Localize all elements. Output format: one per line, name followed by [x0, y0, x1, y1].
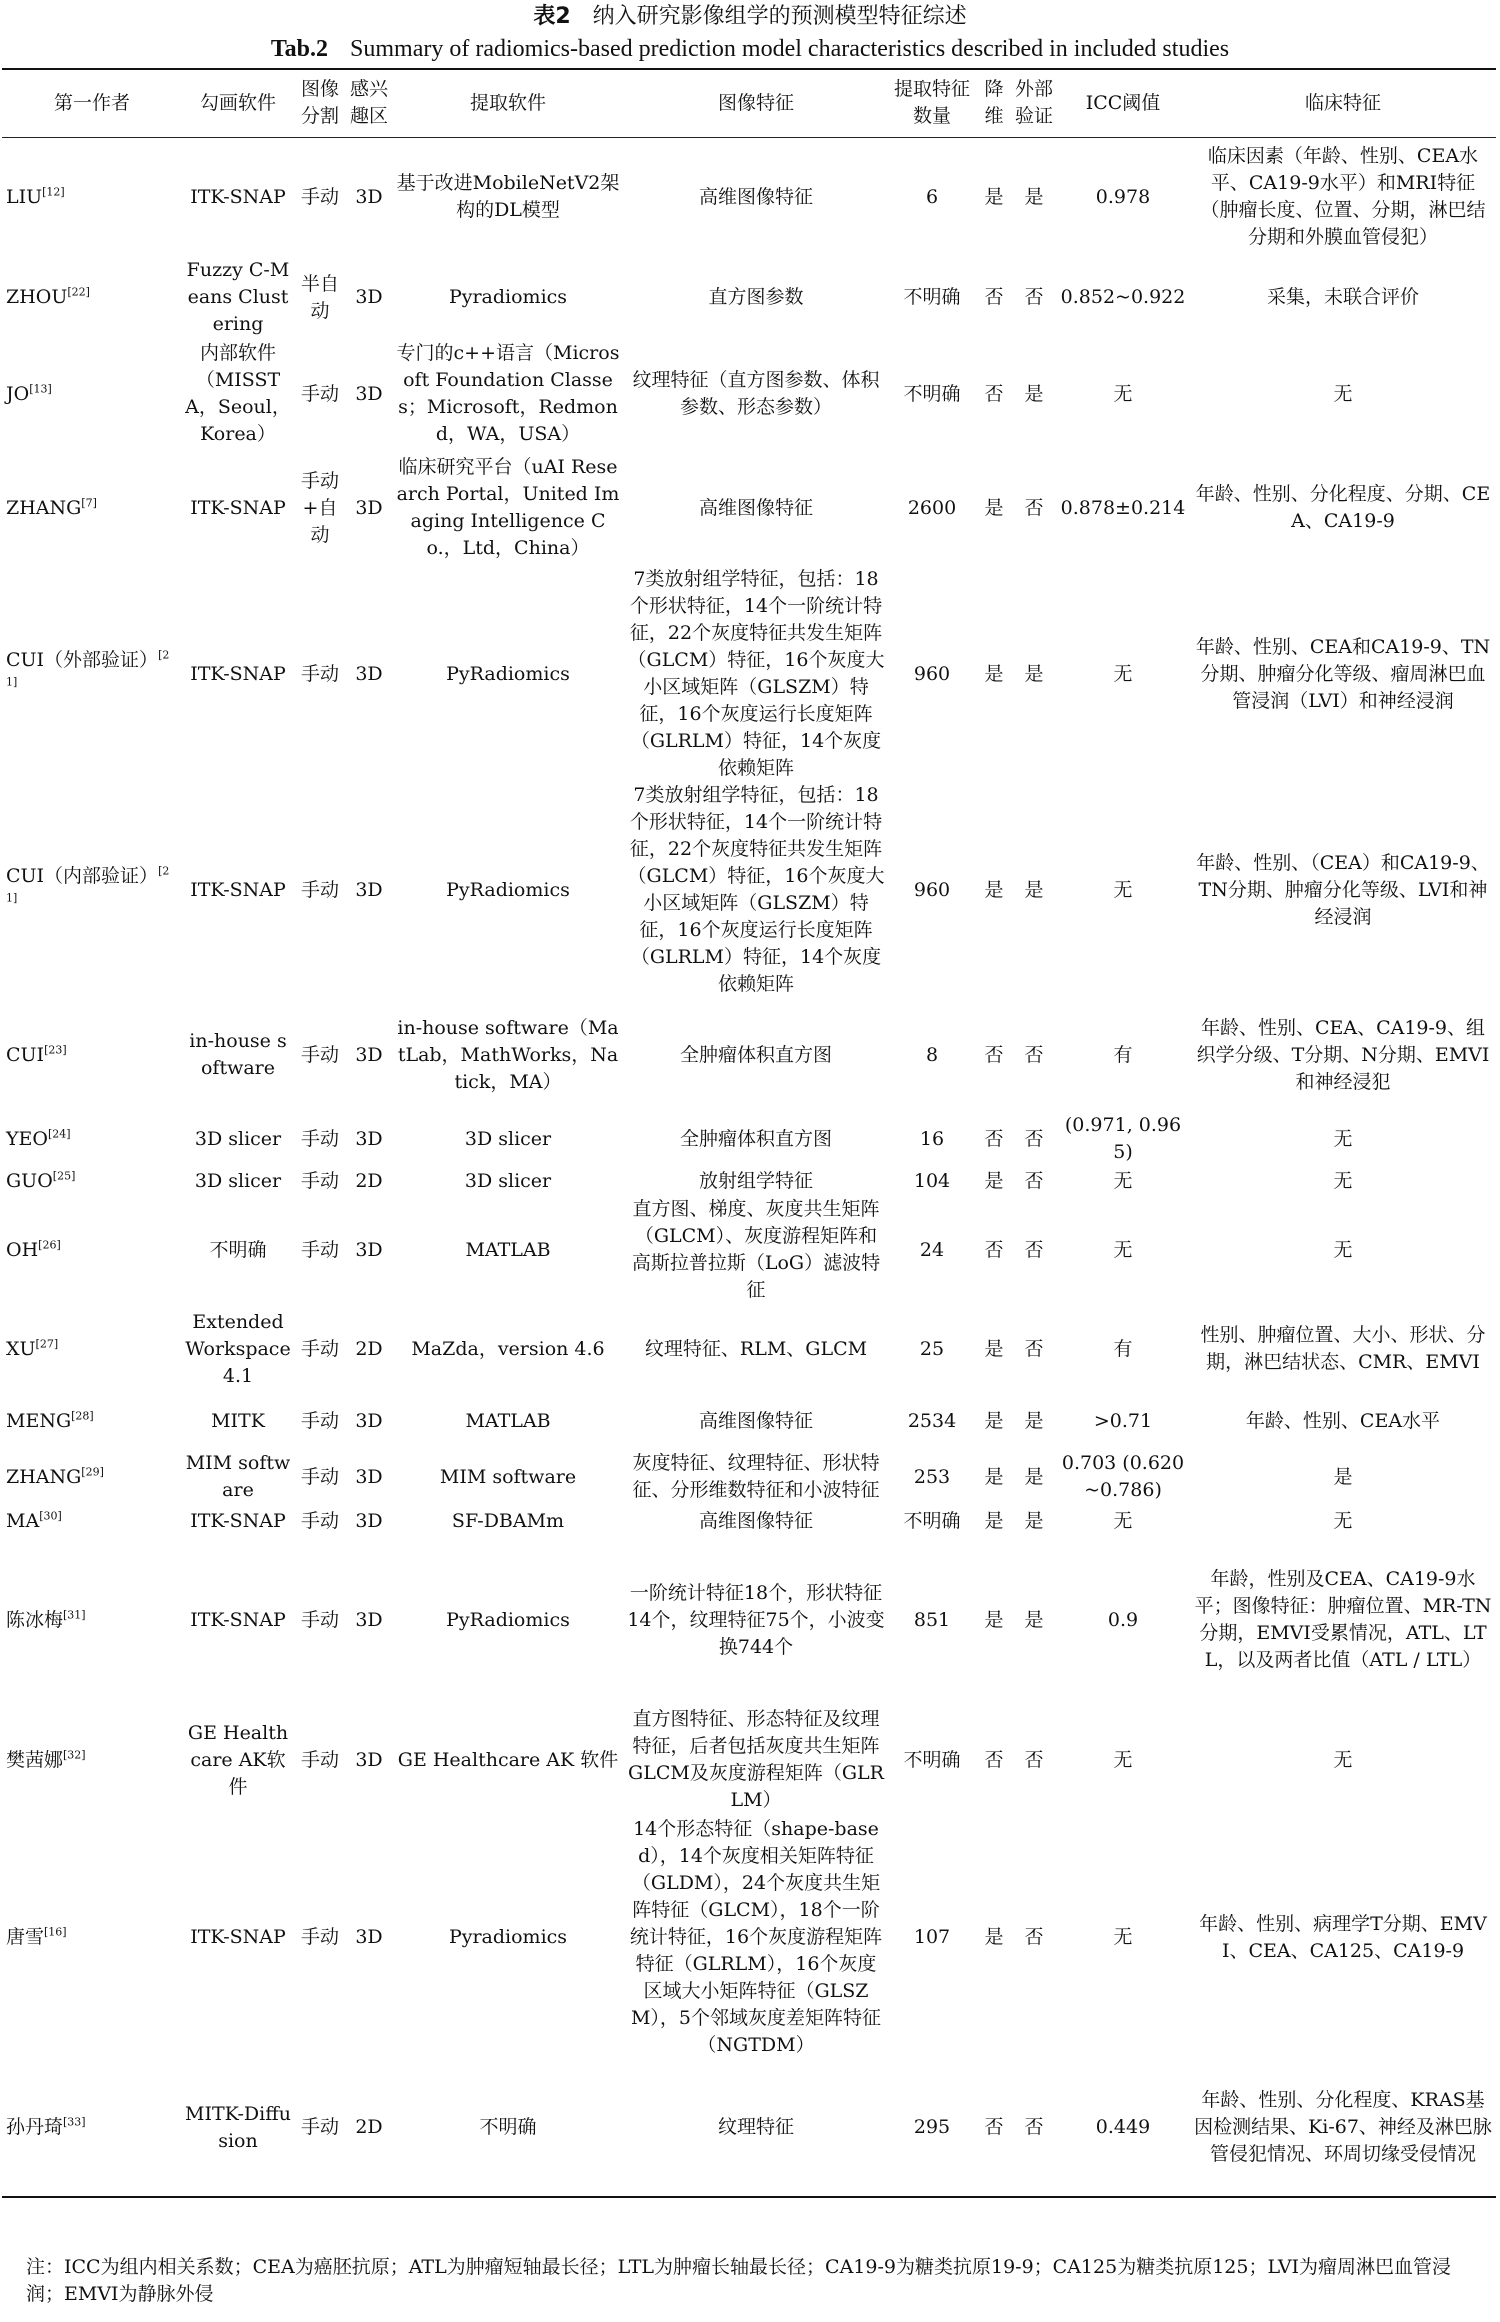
cell-clinical: 无: [1333, 382, 1353, 405]
table-row: [2, 1704, 1496, 1816]
characteristics-table: [2, 68, 1496, 2198]
cell-clinical: 无: [1333, 1748, 1353, 1771]
cell-roi: 3D: [355, 662, 383, 685]
cell-author: JO[13]: [6, 382, 52, 405]
cell-dimred: 是: [984, 1337, 1004, 1360]
cell-author: ZHANG[29]: [6, 1465, 104, 1488]
cell-external: 否: [1024, 1043, 1044, 1066]
cell-external: 是: [1024, 185, 1044, 208]
header-features: 图像特征: [624, 69, 888, 137]
cell-count: 104: [913, 1169, 951, 1192]
cell-clinical: 年龄、性别、CEA水平: [1245, 1409, 1441, 1432]
cell-count: 2600: [907, 496, 957, 519]
cell-software: ITK-SNAP: [190, 496, 286, 519]
cell-dimred: 否: [984, 1238, 1004, 1261]
cell-external: 否: [1024, 1127, 1044, 1150]
cell-roi: 3D: [355, 1926, 383, 1948]
cell-features: 7类放射组学特征，包括：18个形状特征，14个一阶统计特征，22个灰度特征共发生矩阵（GLCM）特征，16个灰度大小区域矩阵（GLSZM）特征，16个灰度运行长度矩阵（GLRLM）特征，14个灰度依赖矩阵: [627, 568, 885, 779]
cell-dimred: 否: [984, 1043, 1004, 1066]
cell-segmentation: 手动: [300, 1127, 339, 1150]
cell-dimred: 否: [976, 2059, 1012, 2197]
title-cn-label: 表2: [533, 4, 571, 29]
cell-extract: GE Healthcare AK 软件: [397, 1748, 619, 1771]
cell-clinical: 性别、肿瘤位置、大小、形状、分期，淋巴结状态、CMR、EMVI: [1200, 1324, 1486, 1373]
cell-count: 6: [925, 185, 939, 208]
cell-icc: >0.71: [1093, 1409, 1153, 1432]
table-row: [2, 338, 1496, 450]
header-count: 提取特征数量: [888, 69, 976, 137]
cell-count: 2534: [907, 1409, 957, 1432]
cell-author: 孙丹琦[33]: [2, 2059, 182, 2197]
cell-software: 不明确: [209, 1238, 267, 1261]
cell-icc: 无: [1113, 1238, 1133, 1261]
table-row: [2, 1196, 1496, 1304]
cell-external: 否: [1024, 286, 1044, 308]
cell-dimred: 否: [984, 286, 1004, 308]
cell-segmentation: 手动: [300, 1926, 339, 1948]
table-row: [2, 1112, 1496, 1166]
cell-clinical: 无: [1333, 1238, 1353, 1261]
cell-author: MA[30]: [6, 1509, 62, 1532]
cell-roi: 3D: [355, 1509, 383, 1532]
cell-author: OH[26]: [6, 1238, 61, 1261]
cell-icc: 有: [1113, 1043, 1133, 1066]
cell-author: CUI（内部验证）[21]: [6, 864, 170, 905]
cell-features: 14个形态特征（shape-based），14个灰度相关矩阵特征（GLDM），24个灰度共生矩阵特征（GLCM），18个一阶统计特征，16个灰度游程矩阵特征（GLRLM），16个灰度区域大小矩阵特征（GLSZM），5个邻域灰度差矩阵特征（NGTDM）: [629, 1818, 883, 2056]
cell-icc: 0.978: [1095, 185, 1151, 208]
cell-external: 是: [1024, 662, 1044, 685]
cell-roi: 3D: [355, 1608, 383, 1631]
cell-extract: 3D slicer: [464, 1127, 552, 1150]
cell-clinical: 临床因素（年龄、性别、CEA水平、CA19-9水平）和MRI特征（肿瘤长度、位置、分期，淋巴结分期和外膜血管侵犯）: [1200, 145, 1486, 249]
cell-external: 是: [1024, 1409, 1044, 1432]
cell-author: XU[27]: [6, 1337, 59, 1360]
cell-author: MENG[28]: [6, 1409, 94, 1432]
table-row: [2, 1816, 1496, 2059]
cell-external: 是: [1024, 1509, 1044, 1532]
cell-count: 107: [913, 1926, 951, 1948]
cell-features: 高维图像特征: [698, 1409, 813, 1432]
cell-extract: PyRadiomics: [446, 878, 570, 901]
cell-dimred: 否: [984, 1748, 1004, 1771]
cell-clinical: 无: [1333, 1509, 1353, 1532]
cell-segmentation: 手动: [300, 662, 339, 685]
cell-dimred: 是: [984, 1465, 1004, 1488]
cell-external: 否: [1024, 1169, 1044, 1192]
cell-roi: 3D: [355, 878, 383, 901]
cell-roi: 3D: [355, 1043, 383, 1066]
cell-segmentation: 手动: [300, 1043, 339, 1066]
cell-dimred: 否: [984, 1127, 1004, 1150]
header-dimred: 降维: [976, 69, 1012, 137]
cell-clinical: 无: [1333, 1169, 1353, 1192]
cell-extract: MIM software: [439, 1465, 577, 1488]
table-row: [2, 1448, 1496, 1506]
cell-count: 不明确: [903, 1509, 961, 1532]
cell-extract: in-house software（MatLab，MathWorks，Natick，MA）: [397, 1016, 619, 1093]
cell-extract: Pyradiomics: [448, 1926, 568, 1948]
cell-features: 纹理特征: [624, 2059, 888, 2197]
cell-software: ITK-SNAP: [190, 662, 286, 685]
cell-icc: 无: [1113, 1926, 1133, 1948]
cell-external: 是: [1024, 382, 1044, 405]
cell-clinical: 年龄、性别、（CEA）和CA19-9、TN分期、肿瘤分化等级、LVI和神经浸润: [1196, 851, 1490, 928]
cell-features: 纹理特征（直方图参数、体积参数、形态参数）: [632, 369, 880, 418]
header-extract: 提取软件: [392, 69, 624, 137]
cell-author: 唐雪[16]: [6, 1925, 67, 1948]
cell-segmentation: 手动: [300, 382, 339, 405]
cell-extract: MATLAB: [465, 1409, 551, 1432]
cell-clinical: 年龄、性别、病理学T分期、EMVI、CEA、CA125、CA19-9: [1199, 1912, 1487, 1962]
title-cn-text: 纳入研究影像组学的预测模型特征综述: [592, 4, 967, 29]
header-segmentation: 图像分割: [294, 69, 346, 137]
cell-count: 24: [919, 1238, 945, 1261]
title-en-label: Tab.2: [270, 36, 329, 62]
table-row: [2, 1394, 1496, 1448]
cell-roi: 3D: [355, 1465, 383, 1488]
cell-extract: 基于改进MobileNetV2架构的DL模型: [396, 172, 620, 222]
cell-clinical: 采集，未联合评价: [1266, 286, 1419, 308]
cell-count: 不明确: [903, 1748, 961, 1771]
table-row: [2, 1506, 1496, 1536]
cell-features: 高维图像特征: [698, 496, 813, 519]
cell-external: 是: [1024, 878, 1044, 901]
cell-count: 851: [913, 1608, 951, 1631]
cell-segmentation: 手动: [300, 1748, 339, 1771]
cell-segmentation: 手动: [300, 1337, 339, 1360]
cell-roi: 3D: [355, 382, 383, 405]
cell-features: 直方图参数: [708, 286, 804, 308]
cell-segmentation: 手动: [300, 1409, 339, 1432]
cell-segmentation: 手动: [300, 1465, 339, 1488]
cell-dimred: 是: [984, 1608, 1004, 1631]
cell-segmentation: 手动: [300, 1169, 339, 1192]
cell-author: 樊茜娜[32]: [6, 1748, 86, 1771]
cell-software: Fuzzy C-Means Clustering: [186, 259, 290, 335]
cell-software: ITK-SNAP: [190, 185, 286, 208]
header-roi: 感兴趣区: [346, 69, 392, 137]
cell-icc: 无: [1113, 1748, 1133, 1771]
cell-segmentation: 手动: [294, 2059, 346, 2197]
header-software: 勾画软件: [182, 69, 294, 137]
cell-external: 否: [1024, 1337, 1044, 1360]
cell-icc: 0.852~0.922: [1060, 286, 1186, 308]
cell-software: Extended Workspace 4.1: [185, 1310, 291, 1387]
cell-segmentation: 手动: [300, 878, 339, 901]
cell-count: 25: [919, 1337, 945, 1360]
cell-dimred: 是: [984, 1509, 1004, 1532]
cell-roi: 3D: [355, 1127, 383, 1150]
cell-software: MIM software: [185, 1452, 291, 1501]
cell-features: 7类放射组学特征，包括：18个形状特征，14个一阶统计特征，22个灰度特征共发生矩阵（GLCM）特征，16个灰度大小区域矩阵（GLSZM）特征，16个灰度运行长度矩阵（GLRLM）特征，14个灰度依赖矩阵: [627, 784, 885, 995]
cell-author: CUI（外部验证）[21]: [6, 648, 170, 689]
cell-extract: PyRadiomics: [446, 662, 570, 685]
cell-count: 295: [888, 2059, 976, 2197]
cell-dimred: 是: [984, 1409, 1004, 1432]
cell-icc: 无: [1113, 1509, 1133, 1532]
cell-author: GUO[25]: [6, 1169, 76, 1192]
cell-roi: 2D: [355, 1169, 383, 1192]
header-row: [2, 69, 1496, 137]
cell-roi: 3D: [355, 1748, 383, 1771]
cell-segmentation: 手动: [300, 185, 339, 208]
cell-extract: 专门的c++语言（Microsoft Foundation Classes；Microsoft，Redmond，WA，USA）: [396, 342, 620, 445]
cell-roi: 2D: [346, 2059, 392, 2197]
cell-author: YEO[24]: [6, 1127, 71, 1150]
cell-features: 全肿瘤体积直方图: [679, 1043, 832, 1066]
cell-count: 不明确: [903, 382, 961, 405]
title-english: [0, 32, 1500, 66]
header-clinical: 临床特征: [1190, 69, 1496, 137]
cell-extract: 临床研究平台（uAI Research Portal，United Imaging Intelligence Co.，Ltd，China）: [396, 456, 620, 559]
cell-software: 内部软件（MISSTA，Seoul，Korea）: [185, 342, 291, 445]
title-chinese: [0, 2, 1500, 32]
cell-extract: MATLAB: [465, 1238, 551, 1261]
cell-dimred: 是: [984, 1169, 1004, 1192]
cell-software: ITK-SNAP: [190, 1509, 286, 1532]
cell-segmentation: 手动: [300, 1509, 339, 1532]
cell-extract: 3D slicer: [464, 1169, 552, 1192]
cell-external: 是: [1024, 1465, 1044, 1488]
table-row: [2, 1536, 1496, 1704]
cell-segmentation: 半自动: [300, 272, 339, 322]
table-title: [0, 0, 1500, 66]
cell-features: 直方图、梯度、灰度共生矩阵（GLCM）、灰度游程矩阵和高斯拉普拉斯（LoG）滤波特征: [631, 1198, 881, 1301]
cell-icc: 无: [1113, 1169, 1133, 1192]
cell-icc: 无: [1113, 382, 1133, 405]
cell-author: LIU[12]: [6, 185, 65, 208]
cell-software: ITK-SNAP: [190, 1926, 286, 1948]
cell-roi: 3D: [355, 286, 383, 308]
cell-clinical: 无: [1333, 1127, 1353, 1150]
cell-clinical: 是: [1333, 1465, 1353, 1488]
header-icc: ICC阈值: [1056, 69, 1190, 137]
cell-external: 否: [1024, 1748, 1044, 1771]
cell-external: 否: [1012, 2059, 1056, 2197]
cell-icc: 无: [1113, 878, 1133, 901]
cell-clinical: 年龄，性别及CEA、CA19-9水平；图像特征：肿瘤位置、MR-TN分期，EMVI受累情况，ATL、LTL，以及两者比值（ATL / LTL）: [1194, 1568, 1492, 1671]
cell-extract: PyRadiomics: [446, 1608, 570, 1631]
cell-features: 灰度特征、纹理特征、形状特征、分形维数特征和小波特征: [632, 1452, 880, 1501]
cell-icc: 有: [1113, 1337, 1133, 1360]
cell-external: 是: [1024, 1608, 1044, 1631]
header-author: 第一作者: [2, 69, 182, 137]
cell-segmentation: 手动: [300, 1608, 339, 1631]
cell-features: 全肿瘤体积直方图: [679, 1127, 832, 1150]
cell-roi: 3D: [355, 496, 383, 519]
cell-count: 16: [919, 1127, 945, 1150]
table-row: [2, 137, 1496, 257]
cell-dimred: 是: [984, 185, 1004, 208]
cell-icc: 0.449: [1056, 2059, 1190, 2197]
cell-extract: 不明确: [392, 2059, 624, 2197]
table-row: [2, 1166, 1496, 1196]
cell-extract: MaZda，version 4.6: [411, 1337, 605, 1360]
cell-clinical: 年龄、性别、CEA、CA19-9、组织学分级、T分期、N分期、EMVI和神经浸犯: [1196, 1016, 1490, 1093]
table-row: [2, 2059, 1496, 2197]
cell-extract: SF-DBAMm: [451, 1509, 565, 1532]
cell-icc: 0.9: [1107, 1608, 1139, 1631]
cell-features: 直方图特征、形态特征及纹理特征，后者包括灰度共生矩阵GLCM及灰度游程矩阵（GLRLM）: [628, 1708, 884, 1811]
cell-roi: 3D: [355, 185, 383, 208]
cell-author: 陈冰梅[31]: [6, 1608, 86, 1631]
cell-count: 253: [913, 1465, 951, 1488]
table-row: [2, 566, 1496, 782]
cell-roi: 3D: [355, 1409, 383, 1432]
cell-icc: 无: [1113, 662, 1133, 685]
cell-features: 高维图像特征: [698, 1509, 813, 1532]
table-row: [2, 450, 1496, 566]
cell-software: ITK-SNAP: [190, 878, 286, 901]
cell-count: 960: [913, 878, 951, 901]
table-row: [2, 998, 1496, 1112]
cell-dimred: 是: [984, 662, 1004, 685]
table-row: [2, 257, 1496, 338]
cell-dimred: 是: [984, 1926, 1004, 1948]
cell-clinical: 年龄、性别、分化程度、KRAS基因检测结果、Ki-67、神经及淋巴脉管侵犯情况、环周切缘受侵情况: [1190, 2059, 1496, 2197]
cell-external: 否: [1024, 496, 1044, 519]
cell-count: 960: [913, 662, 951, 685]
cell-author: CUI[23]: [6, 1043, 67, 1066]
title-en-text: Summary of radiomics-based prediction model characteristics described in included studies: [350, 36, 1230, 62]
cell-dimred: 否: [984, 382, 1004, 405]
cell-software: 3D slicer: [194, 1169, 282, 1192]
cell-software: 3D slicer: [194, 1127, 282, 1150]
cell-features: 放射组学特征: [698, 1169, 813, 1192]
table-body: [2, 137, 1496, 2197]
cell-clinical: 年龄、性别、分化程度、分期、CEA、CA19-9: [1195, 483, 1491, 532]
cell-external: 否: [1024, 1926, 1044, 1948]
header-external: 外部验证: [1012, 69, 1056, 137]
cell-features: 一阶统计特征18个，形状特征14个，纹理特征75个，小波变换744个: [627, 1581, 885, 1658]
cell-icc: 0.703 (0.620~0.786): [1061, 1452, 1185, 1501]
cell-software: MITK-Diffusion: [182, 2059, 294, 2197]
cell-external: 否: [1024, 1238, 1044, 1261]
cell-author: ZHOU[22]: [6, 285, 90, 308]
cell-count: 不明确: [903, 286, 961, 308]
cell-segmentation: 手动+自动: [300, 469, 339, 546]
cell-dimred: 是: [984, 496, 1004, 519]
table-header: [2, 69, 1496, 137]
cell-count: 8: [925, 1043, 939, 1066]
cell-features: 纹理特征、RLM、GLCM: [644, 1337, 868, 1360]
cell-author: ZHANG[7]: [6, 496, 97, 519]
table-footnote: 注：ICC为组内相关系数；CEA为癌胚抗原；ATL为肿瘤短轴最长径；LTL为肿瘤长轴最长径；CA19-9为糖类抗原19-9；CA125为糖类抗原125；LVI为瘤周淋巴血管浸润；EMVI为静脉外侵: [26, 2256, 1452, 2305]
cell-icc: (0.971, 0.965): [1064, 1114, 1182, 1163]
cell-software: GE Healthcare AK软件: [187, 1721, 289, 1798]
cell-icc: 0.878±0.214: [1060, 496, 1186, 519]
cell-roi: 3D: [355, 1238, 383, 1261]
cell-software: in-house software: [189, 1030, 287, 1079]
cell-segmentation: 手动: [300, 1238, 339, 1261]
cell-extract: Pyradiomics: [448, 286, 568, 308]
cell-software: ITK-SNAP: [190, 1608, 286, 1631]
cell-roi: 2D: [355, 1337, 383, 1360]
table-row: [2, 1304, 1496, 1394]
cell-clinical: 年龄、性别、CEA和CA19-9、TN分期、肿瘤分化等级、瘤周淋巴血管浸润（LVI）和神经浸润: [1195, 635, 1491, 712]
table-row: [2, 782, 1496, 998]
cell-software: MITK: [211, 1409, 265, 1432]
cell-dimred: 是: [984, 878, 1004, 901]
cell-features: 高维图像特征: [698, 185, 813, 208]
